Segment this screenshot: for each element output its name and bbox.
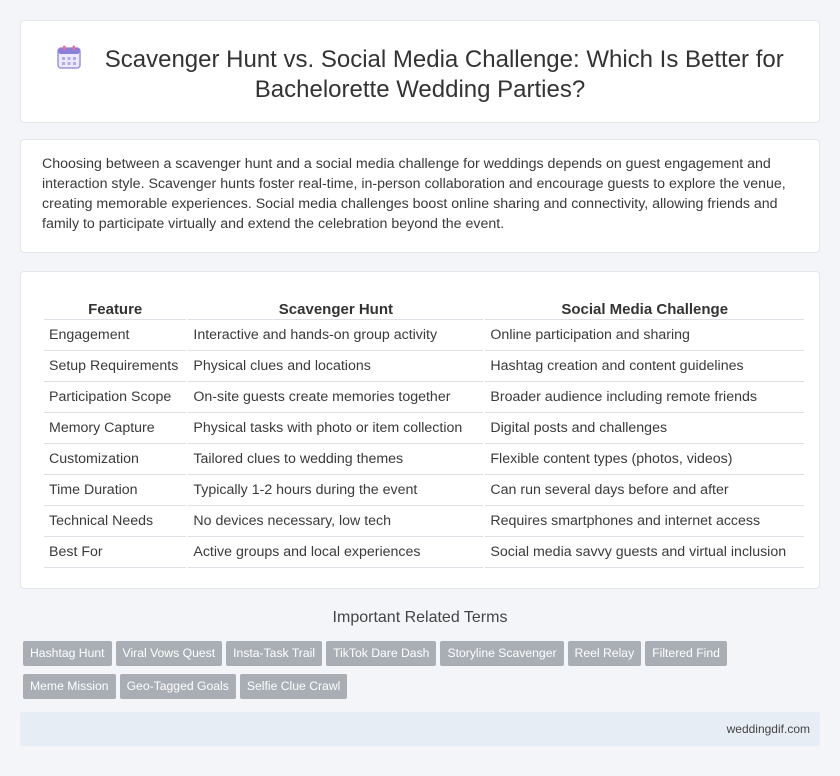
social-media-cell: Online participation and sharing [485,320,804,351]
table-row [44,444,804,475]
table-row [44,382,804,413]
scavenger-hunt-cell: No devices necessary, low tech [188,506,483,537]
social-media-cell: Social media savvy guests and virtual inclusion [485,537,804,568]
title-wrap [21,44,819,105]
feature-cell: Customization [44,444,186,475]
table-row [44,320,804,351]
column-header-scavenger-hunt: Scavenger Hunt [188,296,483,320]
footer-site-link[interactable]: weddingdif.com [726,722,810,736]
comparison-table [42,296,806,568]
table-row [44,475,804,506]
column-header-feature: Feature [44,296,186,320]
feature-cell: Participation Scope [44,382,186,413]
intro-paragraph: Choosing between a scavenger hunt and a social media challenge for weddings depends on guest engagement and interaction style. Scavenger hunts foster real-time, in-person collaboration and encourage guests to explore the venue, creating memorable experiences. Social media challenges boost online sharing and connectivity, allowing friends and family to participate virtually and extend the celebration beyond the event. [42,156,786,232]
tag-insta-task-trail[interactable]: Insta-Task Trail [226,641,322,666]
table-row [44,506,804,537]
table-row [44,537,804,568]
feature-cell: Time Duration [44,475,186,506]
related-terms-list [23,641,823,707]
table-row [44,351,804,382]
scavenger-hunt-cell: Active groups and local experiences [188,537,483,568]
comparison-card [20,271,820,589]
scavenger-hunt-cell: Typically 1-2 hours during the event [188,475,483,506]
tag-selfie-clue-crawl[interactable]: Selfie Clue Crawl [240,674,347,699]
column-header-social-media-challenge: Social Media Challenge [485,296,804,320]
tag-geo-tagged-goals[interactable]: Geo-Tagged Goals [120,674,236,699]
social-media-cell: Requires smartphones and internet access [485,506,804,537]
calendar-icon [56,44,82,70]
intro-card [20,139,820,253]
tag-meme-mission[interactable]: Meme Mission [23,674,116,699]
scavenger-hunt-cell: Interactive and hands-on group activity [188,320,483,351]
feature-cell: Engagement [44,320,186,351]
title-card [20,20,820,123]
footer-bar [20,712,820,746]
tag-viral-vows-quest[interactable]: Viral Vows Quest [116,641,223,666]
table-header-row [44,296,804,320]
scavenger-hunt-cell: On-site guests create memories together [188,382,483,413]
feature-cell: Setup Requirements [44,351,186,382]
social-media-cell: Hashtag creation and content guidelines [485,351,804,382]
social-media-cell: Broader audience including remote friends [485,382,804,413]
tag-tiktok-dare-dash[interactable]: TikTok Dare Dash [326,641,436,666]
social-media-cell: Flexible content types (photos, videos) [485,444,804,475]
feature-cell: Best For [44,537,186,568]
tag-storyline-scavenger[interactable]: Storyline Scavenger [440,641,563,666]
tag-hashtag-hunt[interactable]: Hashtag Hunt [23,641,112,666]
tag-row [23,674,823,699]
scavenger-hunt-cell: Physical tasks with photo or item collection [188,413,483,444]
tag-filtered-find[interactable]: Filtered Find [645,641,727,666]
social-media-cell: Digital posts and challenges [485,413,804,444]
scavenger-hunt-cell: Tailored clues to wedding themes [188,444,483,475]
feature-cell: Technical Needs [44,506,186,537]
scavenger-hunt-cell: Physical clues and locations [188,351,483,382]
tag-row [23,641,823,666]
feature-cell: Memory Capture [44,413,186,444]
table-row [44,413,804,444]
tag-reel-relay[interactable]: Reel Relay [568,641,642,666]
page-title: Scavenger Hunt vs. Social Media Challenge: Which Is Better for Bachelorette Wedding Parties? [104,46,784,103]
social-media-cell: Can run several days before and after [485,475,804,506]
related-terms-heading: Important Related Terms [332,609,508,626]
